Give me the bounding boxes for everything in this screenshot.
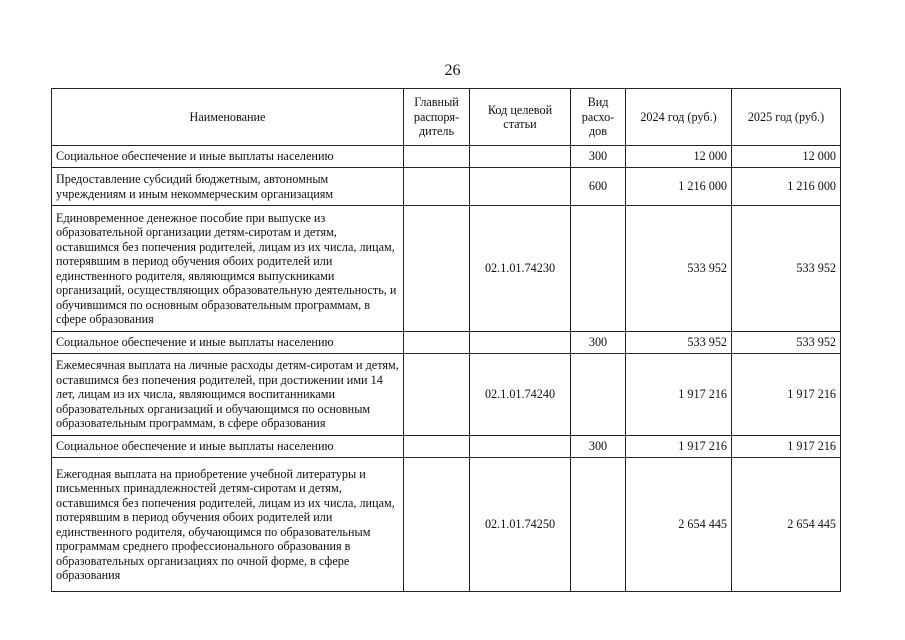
row-2024: 533 952: [626, 206, 732, 332]
row-name: Предоставление субсидий бюджетным, автономным учреждениям и иным некоммерческим организациям: [52, 168, 404, 206]
row-2025: 533 952: [732, 206, 841, 332]
row-2024: 1 917 216: [626, 436, 732, 458]
row-2025: 2 654 445: [732, 458, 841, 592]
row-manager: [404, 146, 470, 168]
row-name: Социальное обеспечение и иные выплаты населению: [52, 146, 404, 168]
row-kind: 300: [571, 332, 626, 354]
row-2025: 12 000: [732, 146, 841, 168]
table-row: [52, 206, 841, 332]
row-2025: 533 952: [732, 332, 841, 354]
header-code: Код целевой статьи: [470, 89, 571, 146]
row-code: 02.1.01.74250: [470, 458, 571, 592]
table-row: [52, 436, 841, 458]
row-2024: 1 917 216: [626, 354, 732, 436]
row-2024: 533 952: [626, 332, 732, 354]
row-2024: 1 216 000: [626, 168, 732, 206]
header-kind: Вид расхо-дов: [571, 89, 626, 146]
row-kind: 300: [571, 146, 626, 168]
table-row: [52, 168, 841, 206]
row-code: [470, 168, 571, 206]
row-name: Социальное обеспечение и иные выплаты населению: [52, 332, 404, 354]
row-manager: [404, 354, 470, 436]
row-name: Социальное обеспечение и иные выплаты населению: [52, 436, 404, 458]
header-2025: 2025 год (руб.): [732, 89, 841, 146]
row-manager: [404, 332, 470, 354]
row-manager: [404, 458, 470, 592]
row-manager: [404, 168, 470, 206]
row-2025: 1 216 000: [732, 168, 841, 206]
row-code: [470, 146, 571, 168]
row-kind: [571, 458, 626, 592]
header-name: Наименование: [52, 89, 404, 146]
row-2024: 12 000: [626, 146, 732, 168]
row-name: Единовременное денежное пособие при выпуске из образовательной организации детям-сиротам и детям, оставшимся без попечения родителей, лицам из их числа, лицам, потерявшим в период обучения обоих родителей или единственного родителя, являющимся выпускниками организаций, осуществляющих образовательную деятельность, и обучившимся по основным образовательным программам, в сфере образования: [52, 206, 404, 332]
row-code: 02.1.01.74240: [470, 354, 571, 436]
table-header-row: [52, 89, 841, 146]
header-manager: Главный распоря-дитель: [404, 89, 470, 146]
row-2025: 1 917 216: [732, 436, 841, 458]
table-row: [52, 458, 841, 592]
table-row: [52, 332, 841, 354]
row-2024: 2 654 445: [626, 458, 732, 592]
row-kind: [571, 206, 626, 332]
row-kind: [571, 354, 626, 436]
row-code: [470, 332, 571, 354]
row-2025: 1 917 216: [732, 354, 841, 436]
row-code: 02.1.01.74230: [470, 206, 571, 332]
row-manager: [404, 436, 470, 458]
row-name: Ежемесячная выплата на личные расходы детям-сиротам и детям, оставшимся без попечения родителей, при достижении ими 14 лет, лицам из их числа, являющимся воспитанниками образовательных организаций и обучающимся по основным образовательным программам, в сфере образования: [52, 354, 404, 436]
table-row: [52, 354, 841, 436]
row-manager: [404, 206, 470, 332]
header-2024: 2024 год (руб.): [626, 89, 732, 146]
budget-table: [51, 88, 841, 592]
row-name: Ежегодная выплата на приобретение учебной литературы и письменных принадлежностей детям-сиротам и детям, оставшимся без попечения родителей, лицам из их числа, лицам, потерявшим в период обучения обоих родителей или единственного родителя, обучающимся по образовательным программам среднего профессионального образования в образовательных организациях по очной форме, в сфере образования: [52, 458, 404, 592]
page-number: 26: [444, 62, 461, 79]
table-row: [52, 146, 841, 168]
row-kind: 600: [571, 168, 626, 206]
row-code: [470, 436, 571, 458]
row-kind: 300: [571, 436, 626, 458]
